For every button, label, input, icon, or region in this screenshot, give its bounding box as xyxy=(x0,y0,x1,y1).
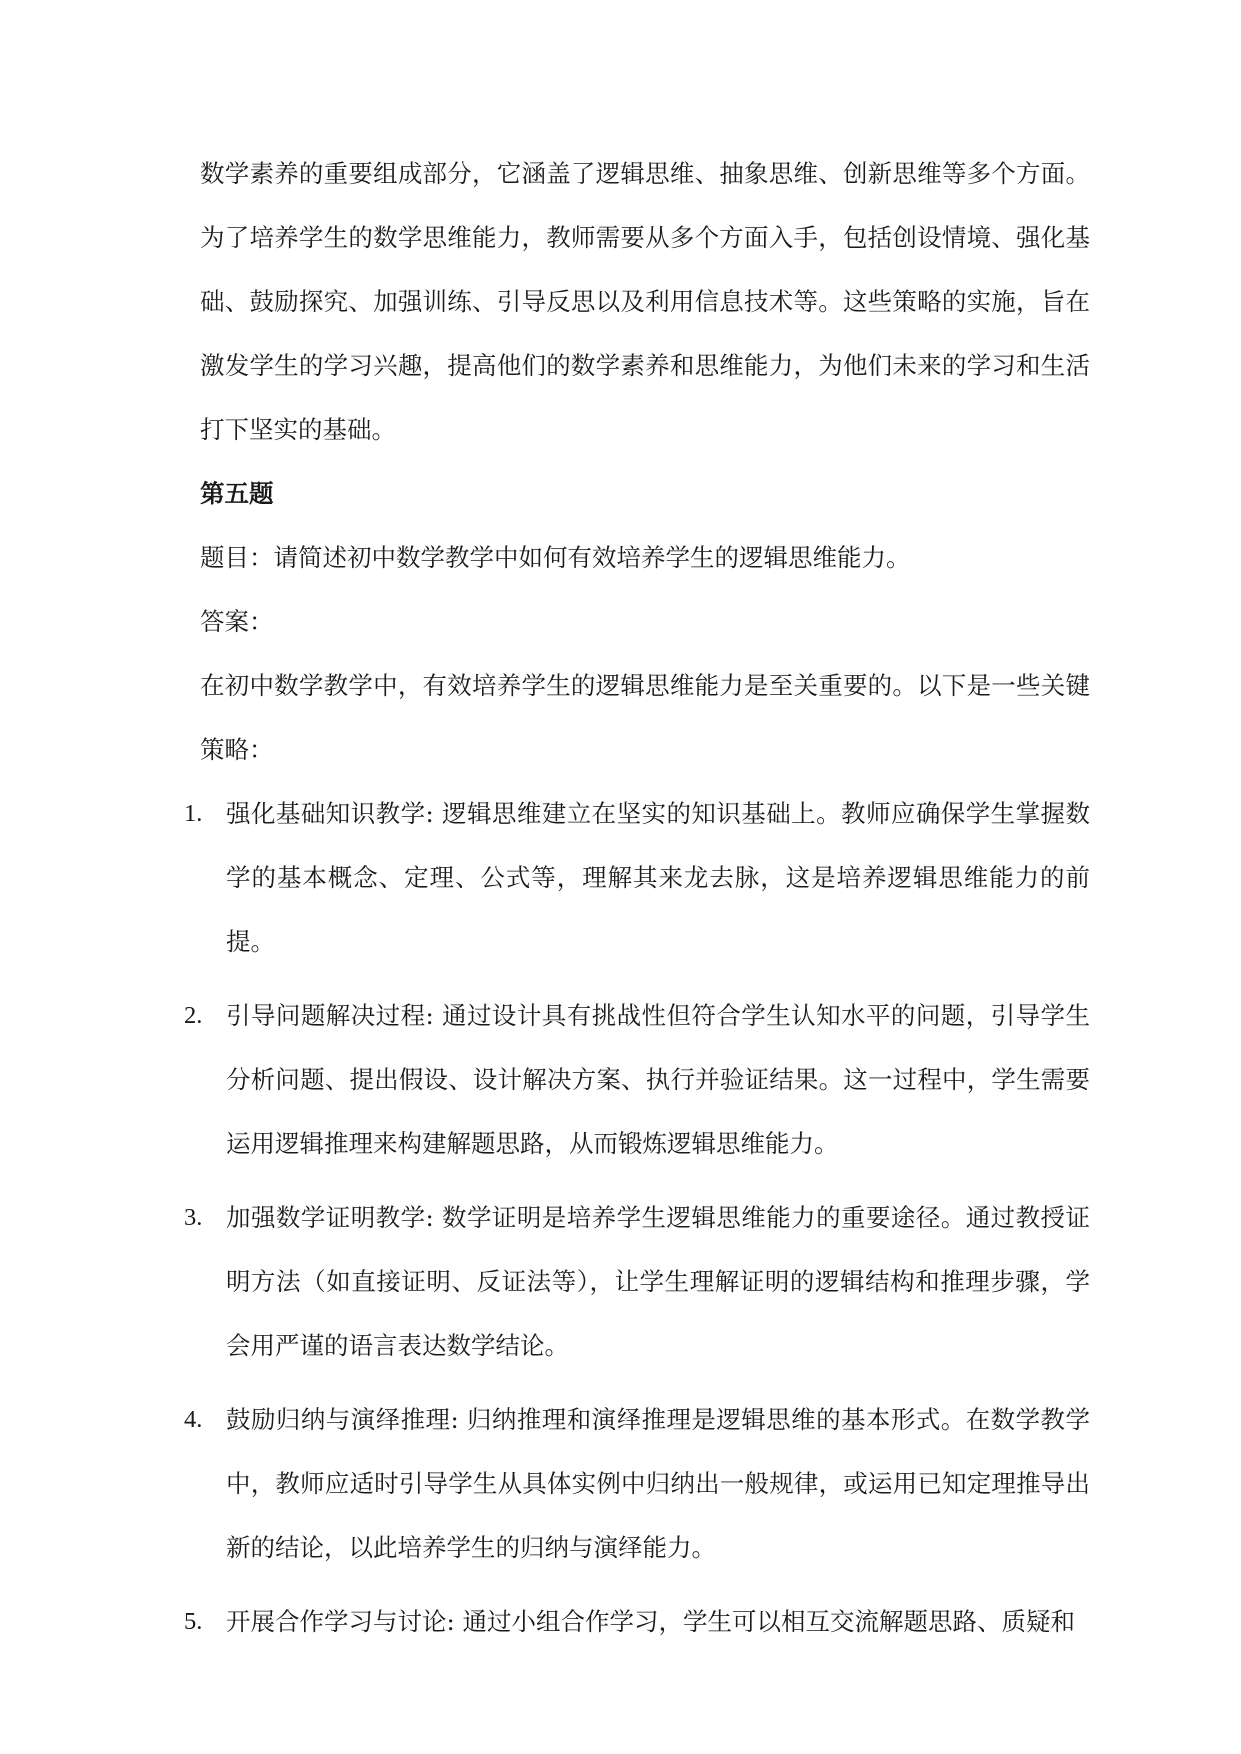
document-body xyxy=(184,142,1090,1664)
list-item-text: 鼓励归纳与演绎推理: 归纳推理和演绎推理是逻辑思维的基本形式。在数学教学中，教师应适时引导学生从具体实例中归纳出一般规律，或运用已知定理推导出新的结论，以此培养学生的归纳与演绎能力。 xyxy=(226,1405,1090,1562)
list-item-text: 引导问题解决过程: 通过设计具有挑战性但符合学生认知水平的问题，引导学生分析问题、提出假设、设计解决方案、执行并验证结果。这一过程中，学生需要运用逻辑推理来构建解题思路，从而锻炼逻辑思维能力。 xyxy=(226,1001,1090,1158)
answer-label: 答案： xyxy=(200,607,274,636)
list-item-text: 开展合作学习与讨论: 通过小组合作学习，学生可以相互交流解题思路、质疑和 xyxy=(226,1607,1076,1636)
list-item-number: 5. xyxy=(184,1608,203,1635)
list-item-number: 4. xyxy=(184,1406,203,1433)
list-item xyxy=(184,1590,1090,1654)
list-item xyxy=(184,1388,1090,1580)
list-item xyxy=(184,1186,1090,1378)
list-item-number: 3. xyxy=(184,1204,203,1231)
section-heading: 第五题 xyxy=(200,479,274,508)
answer-intro: 在初中数学教学中，有效培养学生的逻辑思维能力是至关重要的。以下是一些关键策略： xyxy=(200,671,1090,764)
question-line: 题目：请简述初中数学教学中如何有效培养学生的逻辑思维能力。 xyxy=(200,543,911,572)
list-item-number: 1. xyxy=(184,800,203,827)
list-item-text: 加强数学证明教学: 数学证明是培养学生逻辑思维能力的重要途径。通过教授证明方法（如直接证明、反证法等），让学生理解证明的逻辑结构和推理步骤，学会用严谨的语言表达数学结论。 xyxy=(226,1203,1090,1360)
list-item xyxy=(184,782,1090,974)
list-item-text: 强化基础知识教学: 逻辑思维建立在坚实的知识基础上。教师应确保学生掌握数学的基本概念、定理、公式等，理解其来龙去脉，这是培养逻辑思维能力的前提。 xyxy=(226,799,1090,956)
list-item-number: 2. xyxy=(184,1002,203,1029)
intro-paragraph: 数学素养的重要组成部分，它涵盖了逻辑思维、抽象思维、创新思维等多个方面。为了培养学生的数学思维能力，教师需要从多个方面入手，包括创设情境、强化基础、鼓励探究、加强训练、引导反思以及利用信息技术等。这些策略的实施，旨在激发学生的学习兴趣，提高他们的数学素养和思维能力，为他们未来的学习和生活打下坚实的基础。 xyxy=(200,159,1090,444)
strategy-list xyxy=(184,782,1090,1654)
list-item xyxy=(184,984,1090,1176)
